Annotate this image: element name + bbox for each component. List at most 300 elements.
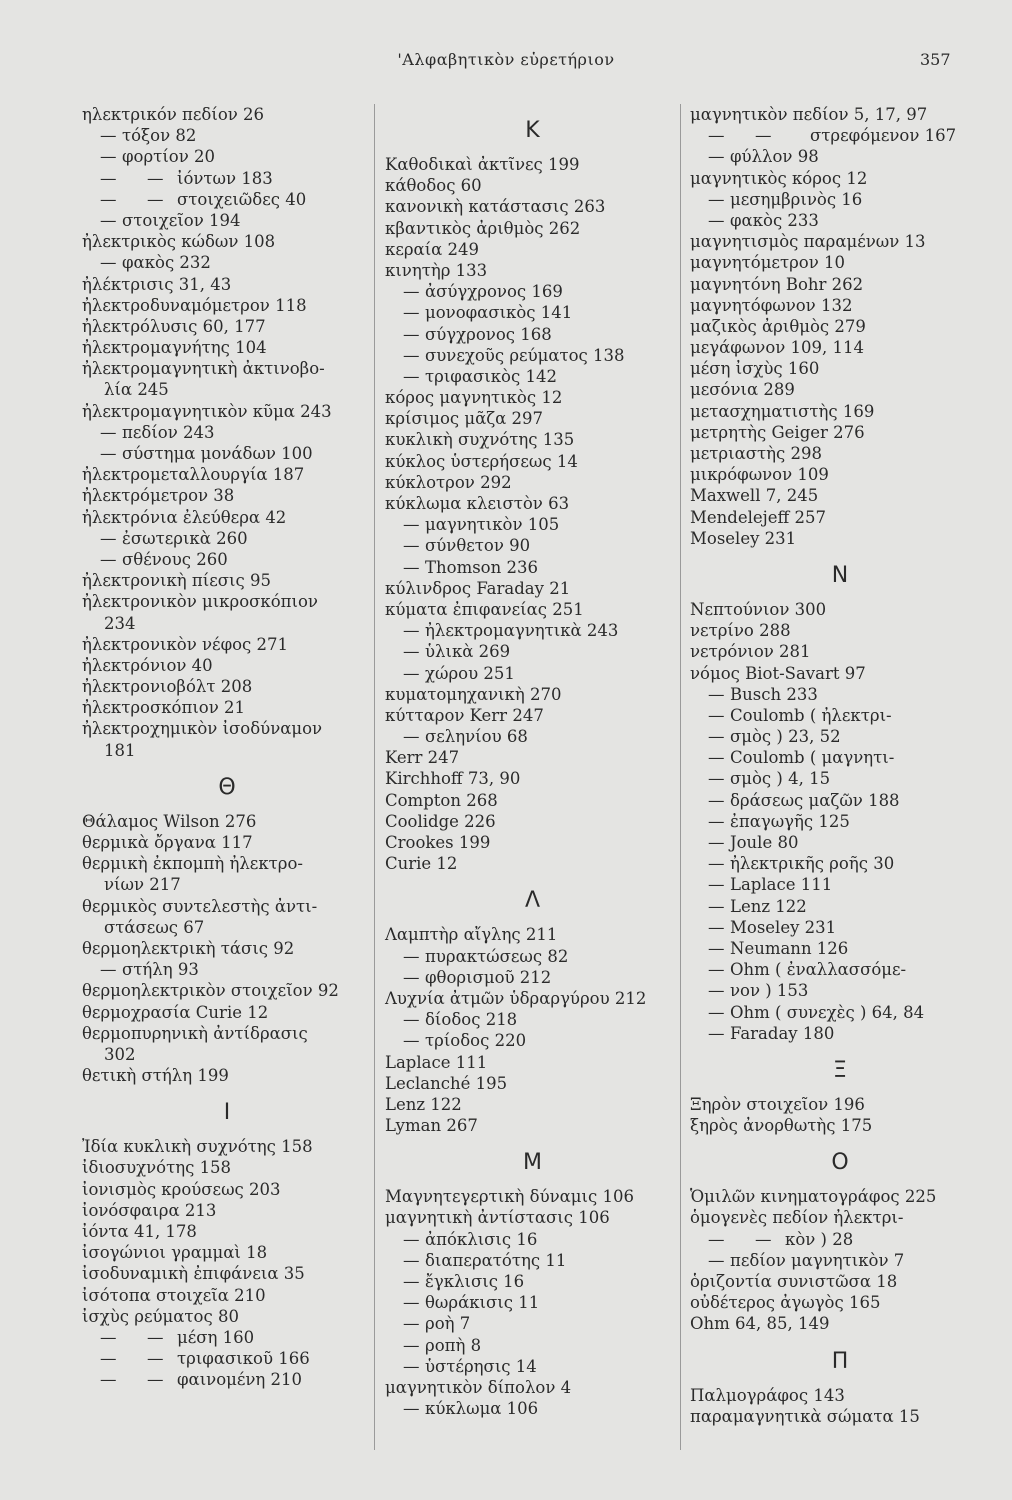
ditto-dash: — (708, 705, 725, 725)
index-entry-text: ὑστέρησις 14 (425, 1356, 537, 1376)
index-entry-text: μέση ἰσχὺς 160 (690, 359, 820, 379)
index-entry-text: οὐδέτερος ἀγωγὸς 165 (690, 1293, 881, 1313)
index-entry (690, 189, 990, 210)
index-entry (82, 1369, 372, 1390)
index-entry (385, 726, 680, 747)
index-entry (385, 641, 680, 662)
index-entry-text: ἠλεκτρονικὸν μικροσκόπιον (82, 592, 318, 612)
index-entry (690, 210, 990, 231)
index-entry-text: νετρόνιον 281 (690, 642, 811, 662)
index-entry-text: 302 (104, 1044, 136, 1064)
index-entry-text: Leclanché 195 (385, 1073, 508, 1093)
index-entry-text: μαγνητικὴ ἀντίστασις 106 (385, 1208, 610, 1228)
index-entry-text: μετασχηματιστὴς 169 (690, 401, 875, 421)
index-entry-text: μαγνητικὸς κόρος 12 (690, 168, 868, 188)
index-entry-text: Lenz 122 (730, 896, 807, 916)
index-entry (385, 1115, 680, 1136)
index-entry-text: χώρου 251 (425, 663, 515, 683)
index-entry-text: σύνθετον 90 (425, 536, 531, 556)
index-entry (690, 1250, 990, 1271)
index-entry (690, 790, 990, 811)
index-entry-text: κεραία 249 (385, 239, 480, 259)
ditto-dash: — (100, 1370, 117, 1390)
index-entry-text: μεσόνια 289 (690, 380, 795, 400)
index-entry (690, 443, 990, 464)
index-entry-text: ἠλεκτρόλυσις 60, 177 (82, 316, 266, 336)
index-entry (385, 557, 680, 578)
index-entry-text: διαπερατότης 11 (425, 1250, 567, 1270)
index-entry (690, 104, 990, 125)
index-entry (82, 1285, 372, 1306)
index-entry (385, 924, 680, 945)
ditto-dash: — (100, 528, 117, 548)
index-entry-text: ἰόντα 41, 178 (82, 1222, 197, 1241)
index-entry (385, 218, 680, 239)
index-entry (82, 464, 372, 485)
index-entry-text: ὑλικὰ 269 (425, 642, 511, 662)
index-entry-text: Neumann 126 (730, 938, 849, 958)
index-entry-text: κύκλοτρον 292 (385, 472, 512, 492)
index-entry (82, 274, 372, 295)
ditto-dash: — (403, 324, 420, 344)
index-entry-text: Maxwell 7, 245 (690, 486, 819, 506)
index-entry (82, 1306, 372, 1327)
index-column-3 (690, 104, 990, 1427)
index-entry (690, 599, 990, 620)
index-entry-text: ἠλεκτρομαγνητικὴ ἀκτινοβο- (82, 359, 325, 379)
ditto-dash: — (403, 1314, 420, 1334)
index-entry-text: ξηρὸς ἀνορθωτὴς 175 (690, 1116, 873, 1136)
index-entry-text: Coulomb ( μαγνητι- (730, 748, 895, 768)
index-entry (385, 429, 680, 450)
index-entry (385, 1292, 680, 1313)
index-entry-text: στάσεως 67 (104, 917, 205, 937)
index-entry (385, 175, 680, 196)
index-entry (82, 676, 372, 697)
index-entry-text: θερμοπυρηνικὴ ἀντίδρασις (82, 1023, 308, 1043)
index-entry-text: Μαγνητεγερτικὴ δύναμις 106 (385, 1187, 634, 1207)
index-entry-text: Lenz 122 (385, 1094, 462, 1114)
index-entry (690, 1406, 990, 1427)
ditto-dash: — (403, 1031, 420, 1051)
index-entry (82, 295, 372, 316)
ditto-dash: — (403, 621, 420, 641)
index-entry (690, 684, 990, 705)
ditto-dash: — (708, 875, 725, 895)
index-entry-text: Λυχνία ἀτμῶν ὑδραργύρου 212 (385, 988, 647, 1008)
ditto-dash: — (708, 917, 725, 937)
index-entry-text: φακὸς 233 (730, 210, 819, 230)
ditto-dash: — (403, 515, 420, 535)
index-entry (385, 154, 680, 175)
index-entry (385, 578, 680, 599)
index-entry-text: ἠλεκτρομαγνητικὸν κῦμα 243 (82, 401, 332, 421)
index-entry (385, 281, 680, 302)
index-entry (690, 464, 990, 485)
index-entry-text: Ἰδία κυκλικὴ συχνότης 158 (82, 1137, 313, 1157)
index-entry (690, 917, 990, 938)
index-entry-text: Παλμογράφος 143 (690, 1385, 845, 1405)
ditto-dash: — (100, 189, 117, 209)
index-entry (690, 620, 990, 641)
index-entry-text: πυρακτώσεως 82 (425, 946, 569, 966)
index-entry-text: Λαμπτὴρ αἴγλης 211 (385, 925, 558, 945)
index-entry (385, 1250, 680, 1271)
index-entry-text: ἰσοδυναμικὴ ἐπιφάνεια 35 (82, 1264, 305, 1284)
index-entry (385, 967, 680, 988)
index-entry (690, 1207, 990, 1228)
index-entry (385, 1356, 680, 1377)
section-letter-heading: Λ (524, 888, 541, 914)
section-letter-heading: Ξ (833, 1057, 847, 1083)
index-entry-text: μέση 160 (177, 1327, 255, 1347)
index-entry (82, 874, 372, 895)
index-entry (82, 379, 372, 400)
index-entry-text: Compton 268 (385, 790, 498, 810)
ditto-dash: — (708, 981, 725, 1001)
ditto-dash: — (147, 1370, 164, 1390)
index-entry (690, 832, 990, 853)
index-entry-text: πεδίον μαγνητικὸν 7 (730, 1250, 905, 1270)
index-entry-text: μεγάφωνον 109, 114 (690, 338, 864, 358)
index-entry (385, 239, 680, 260)
index-entry (385, 790, 680, 811)
ditto-dash: — (403, 1335, 420, 1355)
index-entry (82, 252, 372, 273)
index-entry-text: δράσεως μαζῶν 188 (730, 790, 900, 810)
index-entry-text: ἠλεκτρονικὸν νέφος 271 (82, 634, 289, 654)
index-entry (385, 620, 680, 641)
index-entry (82, 1136, 372, 1157)
index-entry (82, 1327, 372, 1348)
index-entry-text: στρεφόμενον 167 (810, 126, 957, 146)
index-entry (385, 599, 680, 620)
index-entry (82, 146, 372, 167)
index-entry (82, 401, 372, 422)
index-entry-text: κύτταρον Kerr 247 (385, 705, 544, 725)
ditto-dash: — (403, 366, 420, 386)
index-entry-text: ἠλεκτροχημικὸν ἰσοδύναμον (82, 719, 323, 739)
index-entry-text: κβαντικὸς ἀριθμὸς 262 (385, 218, 581, 238)
ditto-dash: — (100, 253, 117, 273)
index-entry-text: μαγνητικὸν πεδίον 5, 17, 97 (690, 105, 928, 124)
index-entry-text: στοιχειῶδες 40 (177, 189, 307, 209)
index-entry-text: ροπὴ 8 (425, 1335, 482, 1355)
ditto-dash: — (100, 422, 117, 442)
index-entry (385, 1073, 680, 1094)
ditto-dash: — (403, 1356, 420, 1376)
index-entry (82, 125, 372, 146)
index-entry-text: κὸν ) 28 (785, 1229, 854, 1249)
index-entry-text: ἰόντων 183 (177, 168, 273, 188)
index-entry (82, 168, 372, 189)
index-entry (385, 324, 680, 345)
index-entry-text: μετριαστὴς 298 (690, 444, 822, 463)
index-entry-text: Lyman 267 (385, 1116, 478, 1136)
ditto-dash: — (100, 1349, 117, 1369)
index-entry (82, 1002, 372, 1023)
index-entry-text: ἐσωτερικὰ 260 (122, 528, 248, 548)
index-entry-text: μαγνητόφωνον 132 (690, 295, 853, 315)
index-entry-text: νίων 217 (104, 875, 181, 895)
index-entry (82, 422, 372, 443)
index-entry (385, 988, 680, 1009)
index-entry (690, 1313, 990, 1334)
index-entry (82, 853, 372, 874)
index-entry (82, 1179, 372, 1200)
index-entry-text: κάθοδος 60 (385, 176, 482, 196)
index-entry (690, 1271, 990, 1292)
index-entry-text: Laplace 111 (385, 1052, 488, 1072)
ditto-dash: — (708, 790, 725, 810)
index-entry-text: 234 (104, 613, 136, 633)
index-entry (690, 1094, 990, 1115)
ditto-dash: — (147, 1327, 164, 1347)
index-entry-text: ἠλεκτρικῆς ροῆς 30 (730, 854, 895, 874)
index-entry (690, 274, 990, 295)
index-entry-text: ἠλεκτρομαγνητικὰ 243 (425, 621, 619, 641)
ditto-dash: — (708, 126, 725, 146)
index-entry (690, 358, 990, 379)
index-entry-text: ἠλεκτροσκόπιον 21 (82, 698, 245, 718)
ditto-dash: — (403, 1229, 420, 1249)
index-entry-text: παραμαγνητικὰ σώματα 15 (690, 1406, 920, 1426)
ditto-dash: — (708, 727, 725, 747)
index-entry-text: Kerr 247 (385, 748, 460, 768)
index-entry (82, 316, 372, 337)
index-entry (690, 379, 990, 400)
ditto-dash: — (100, 549, 117, 569)
section-letter-heading: M (523, 1150, 542, 1176)
index-entry-text: ροὴ 7 (425, 1314, 471, 1334)
index-entry-text: ἰδιοσυχνότης 158 (82, 1158, 232, 1178)
index-entry (82, 591, 372, 612)
ditto-dash: — (708, 1229, 725, 1249)
index-entry-text: κύματα ἐπιφανείας 251 (385, 599, 584, 619)
index-entry (385, 514, 680, 535)
index-entry-text: Mendelejeff 257 (690, 507, 826, 527)
ditto-dash: — (403, 557, 420, 577)
index-entry (385, 768, 680, 789)
ditto-dash: — (403, 282, 420, 302)
index-entry (82, 189, 372, 210)
index-entry-text: Joule 80 (730, 833, 799, 852)
index-entry-text: τριφασικὸς 142 (425, 366, 557, 386)
index-entry-text: σύγχρονος 168 (425, 324, 552, 344)
ditto-dash: — (100, 960, 117, 980)
ditto-dash: — (708, 896, 725, 916)
section-letter-heading: K (525, 118, 540, 143)
ditto-dash: — (708, 210, 725, 230)
section-letter-heading: Θ (218, 774, 236, 800)
index-entry-text: σθένους 260 (122, 549, 228, 569)
index-entry (690, 125, 990, 146)
index-entry (82, 634, 372, 655)
section-letter-heading: I (223, 1100, 231, 1126)
index-entry (690, 1229, 990, 1250)
index-entry-text: σεληνίου 68 (425, 727, 528, 747)
index-entry-text: Νεπτούνιον 300 (690, 599, 827, 619)
index-entry (385, 946, 680, 967)
index-column-1 (82, 104, 372, 1391)
index-entry-text: ἠλεκτρονιοβόλτ 208 (82, 677, 253, 697)
index-entry (82, 959, 372, 980)
index-entry-text: μετρητὴς Geiger 276 (690, 422, 865, 442)
index-entry (385, 1030, 680, 1051)
ditto-dash: — (708, 1250, 725, 1270)
index-entry-text: Ξηρὸν στοιχεῖον 196 (690, 1094, 865, 1114)
index-entry-text: μεσημβρινὸς 16 (730, 189, 863, 209)
index-entry-text: Crookes 199 (385, 833, 491, 852)
index-entry (82, 231, 372, 252)
index-entry (82, 443, 372, 464)
index-entry-text: δίοδος 218 (425, 1010, 518, 1030)
index-entry (385, 1377, 680, 1398)
ditto-dash: — (403, 303, 420, 323)
index-entry-text: ἠλεκτρονικὴ πίεσις 95 (82, 571, 271, 591)
index-entry-text: Ohm ( συνεχὲς ) 64, 84 (730, 1002, 925, 1022)
ditto-dash: — (755, 126, 772, 146)
index-entry-text: τριφασικοῦ 166 (177, 1349, 310, 1369)
index-entry (690, 528, 990, 549)
index-entry-text: νόμος Biot-Savart 97 (690, 663, 866, 683)
section-letter-heading: N (831, 562, 849, 588)
index-entry-text: ἠλεκτρομαγνήτης 104 (82, 338, 267, 358)
index-entry-text: 181 (104, 740, 136, 760)
index-entry-text: κυματομηχανικὴ 270 (385, 684, 562, 704)
index-entry-text: θερμοηλεκτρικὸν στοιχεῖον 92 (82, 981, 339, 1001)
index-entry (690, 485, 990, 506)
ditto-dash: — (755, 1229, 772, 1249)
index-entry (82, 104, 372, 125)
index-entry (385, 1313, 680, 1334)
ditto-dash: — (708, 769, 725, 789)
section-letter-heading: O (831, 1150, 849, 1176)
index-entry-text: ὁμογενὲς πεδίον ἠλεκτρι- (690, 1208, 904, 1228)
index-entry (690, 1186, 990, 1207)
index-entry (385, 1229, 680, 1250)
index-entry (385, 811, 680, 832)
index-column-2 (385, 104, 680, 1419)
index-entry (385, 345, 680, 366)
ditto-dash: — (403, 1250, 420, 1270)
index-entry (82, 528, 372, 549)
index-entry (82, 655, 372, 676)
ditto-dash: — (708, 684, 725, 704)
index-entry (690, 146, 990, 167)
index-entry (690, 401, 990, 422)
index-entry-text: θερμοηλεκτρικὴ τάσις 92 (82, 938, 295, 958)
index-entry (82, 697, 372, 718)
index-entry (690, 1385, 990, 1406)
index-entry (690, 896, 990, 917)
index-entry-text: στοιχεῖον 194 (122, 210, 241, 230)
index-entry (82, 1263, 372, 1284)
index-entry-text: νον ) 153 (730, 981, 809, 1001)
index-entry-text: πεδίον 243 (122, 422, 215, 442)
index-entry-text: ὁριζοντία συνιστῶσα 18 (690, 1272, 898, 1291)
index-entry-text: θετικὴ στήλη 199 (82, 1066, 229, 1086)
index-entry-text: ἠλεκτρόμετρον 38 (82, 486, 235, 506)
index-entry-text: Coulomb ( ἠλεκτρι- (730, 705, 892, 725)
index-entry (385, 853, 680, 874)
index-entry (690, 168, 990, 189)
index-entry-text: κύκλωμα 106 (425, 1399, 539, 1419)
index-entry-text: Curie 12 (385, 854, 458, 874)
index-entry (690, 663, 990, 684)
ditto-dash: — (403, 642, 420, 662)
index-entry (690, 422, 990, 443)
ditto-dash: — (403, 536, 420, 556)
index-entry (82, 358, 372, 379)
index-entry-text: Ohm 64, 85, 149 (690, 1314, 830, 1334)
index-entry (385, 196, 680, 217)
index-entry-text: Θάλαμος Wilson 276 (82, 811, 257, 831)
index-entry-text: Thomson 236 (425, 557, 538, 577)
index-entry (82, 337, 372, 358)
index-entry (385, 832, 680, 853)
index-entry-text: μαγνητόμετρον 10 (690, 253, 846, 273)
index-entry (82, 1348, 372, 1369)
index-entry-text: φορτίον 20 (122, 147, 215, 167)
index-entry-text: κύλινδρος Faraday 21 (385, 578, 571, 598)
ditto-dash: — (100, 1327, 117, 1347)
index-entry (690, 295, 990, 316)
index-entry-text: ἰονόσφαιρα 213 (82, 1200, 217, 1220)
index-entry (82, 980, 372, 1001)
index-entry-text: θερμικὸς συντελεστὴς ἀντι- (82, 896, 318, 916)
index-entry (690, 959, 990, 980)
index-entry-text: ἀπόκλισις 16 (425, 1229, 538, 1249)
ditto-dash: — (708, 147, 725, 167)
index-entry (690, 1292, 990, 1313)
index-entry (385, 1271, 680, 1292)
index-entry-text: Ohm ( ἐναλλασσόμε- (730, 960, 907, 980)
ditto-dash: — (147, 1349, 164, 1369)
index-entry-text: σμὸς ) 4, 15 (730, 769, 831, 789)
index-entry (385, 302, 680, 323)
index-entry-text: ἀσύγχρονος 169 (425, 282, 563, 302)
ditto-dash: — (708, 1002, 725, 1022)
index-entry-text: Kirchhoff 73, 90 (385, 769, 521, 789)
index-entry-text: ἰσχὺς ρεύματος 80 (82, 1306, 239, 1326)
index-entry-text: σμὸς ) 23, 52 (730, 727, 841, 747)
index-entry (385, 535, 680, 556)
index-entry (385, 1207, 680, 1228)
ditto-dash: — (100, 168, 117, 188)
index-entry (385, 493, 680, 514)
ditto-dash: — (708, 938, 725, 958)
index-entry-text: φθορισμοῦ 212 (425, 967, 552, 987)
ditto-dash: — (708, 833, 725, 852)
index-entry-text: κύκλος ὑστερήσεως 14 (385, 451, 578, 471)
ditto-dash: — (403, 1272, 420, 1291)
index-entry (690, 252, 990, 273)
index-entry-text: μαζικὸς ἀριθμὸς 279 (690, 316, 866, 336)
index-entry (385, 451, 680, 472)
index-entry-text: Moseley 231 (730, 917, 837, 937)
ditto-dash: — (100, 444, 117, 463)
index-entry-text: θωράκισις 11 (425, 1293, 540, 1313)
index-entry (82, 1157, 372, 1178)
index-entry-text: ἠλεκτρικὸς κώδων 108 (82, 232, 276, 252)
index-entry (385, 472, 680, 493)
index-entry (82, 832, 372, 853)
index-entry-text: θερμοχρασία Curie 12 (82, 1002, 269, 1022)
index-entry-text: θερμικὰ ὄργανα 117 (82, 833, 253, 852)
index-entry (690, 641, 990, 662)
ditto-dash: — (403, 967, 420, 987)
